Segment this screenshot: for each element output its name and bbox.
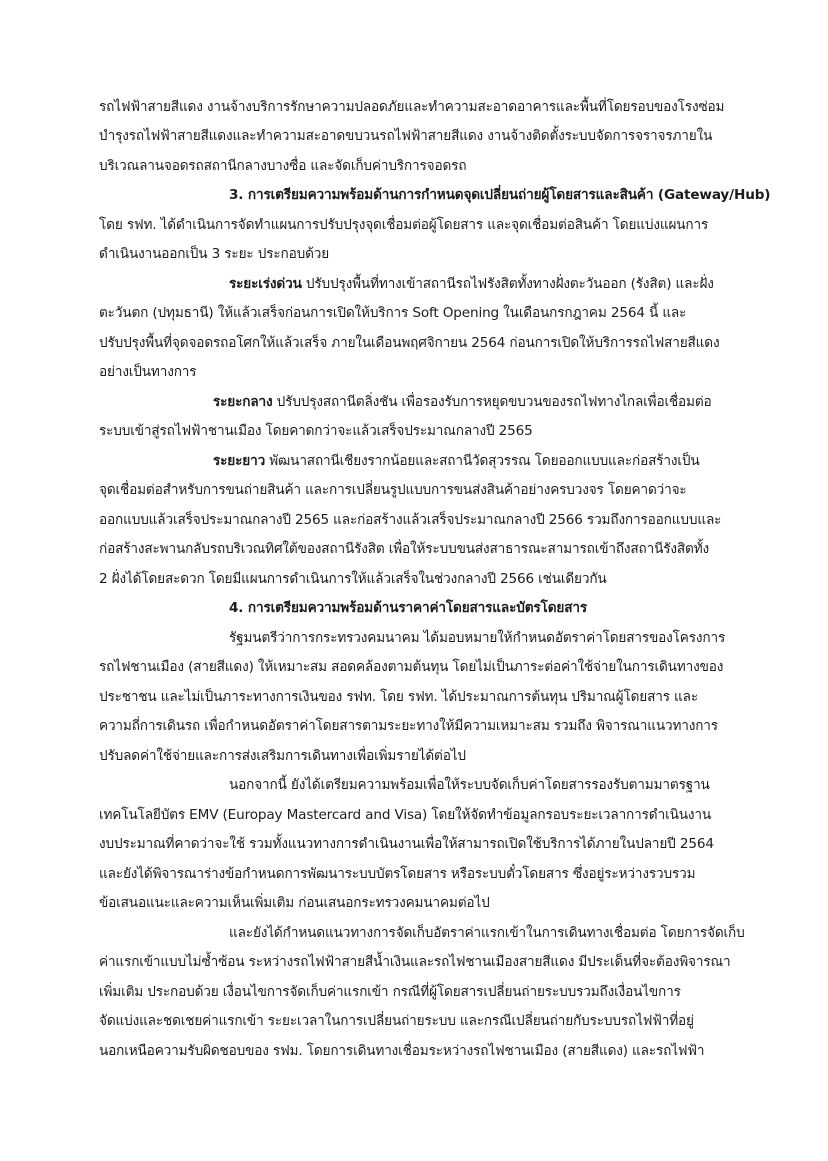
body-text-line: ข้อเสนอแนะและความเห็นเพิ่มเติม ก่อนเสนอกระทรวงคมนาคมต่อไป	[99, 895, 490, 911]
section-heading-4: 4. การเตรียมความพร้อมด้านราคาค่าโดยสารและบัตรโดยสาร	[229, 600, 587, 616]
body-text-line: 2 ฝั่งได้โดยสะดวก โดยมีแผนการดำเนินการให้แล้วเสร็จในช่วงกลางปี 2566 เช่นเดียวกัน	[99, 571, 607, 587]
body-text-line: ตะวันตก (ปทุมธานี) ให้แล้วเสร็จก่อนการเปิดให้บริการ Soft Opening ในเดือนกรกฎาคม 2564 นี้ และ	[99, 305, 687, 321]
body-text-line: ปรับลดค่าใช้จ่ายและการส่งเสริมการเดินทางเพื่อเพิ่มรายได้ต่อไป	[99, 748, 466, 764]
paragraph-urgent-phase	[229, 273, 714, 295]
body-text-line: บำรุงรถไฟฟ้าสายสีแดงและทำความสะอาดขบวนรถไฟฟ้าสายสีแดง งานจ้างติดตั้งระบบจัดการจราจรภายใน	[99, 128, 713, 144]
body-text-line: นอกจากนี้ ยังได้เตรียมความพร้อมเพื่อให้ระบบจัดเก็บค่าโดยสารรองรับตามมาตรฐาน	[229, 777, 710, 793]
body-text-line: ออกแบบแล้วเสร็จประมาณกลางปี 2565 และก่อสร้างแล้วเสร็จประมาณกลางปี 2566 รวมถึงการออกแบบและ	[99, 512, 722, 528]
paragraph-text: ปรับปรุงพื้นที่ทางเข้าสถานีรถไฟรังสิตทั้งทางฝั่งตะวันออก (รังสิต) และฝั่ง	[301, 276, 714, 292]
body-text-line: และยังได้กำหนดแนวทางการจัดเก็บอัตราค่าแรกเข้าในการเดินทางเชื่อมต่อ โดยการจัดเก็บ	[229, 925, 745, 941]
body-text-line: ก่อสร้างสะพานกลับรถบริเวณทิศใต้ของสถานีรังสิต เพื่อให้ระบบขนส่งสาธารณะสามารถเข้าถึงสถานีรังสิตทั้ง	[99, 541, 710, 557]
lead-term-medium: ระยะกลาง	[213, 394, 273, 410]
body-text-line: เพิ่มเติม ประกอบด้วย เงื่อนไขการจัดเก็บค่าแรกเข้า กรณีที่ผู้โดยสารเปลี่ยนถ่ายระบบรวมถึงเงื่อนไขการ	[99, 984, 681, 1000]
lead-term-long: ระยะยาว	[213, 453, 266, 469]
paragraph-text: ปรับปรุงสถานีตลิ่งชัน เพื่อรองรับการหยุดขบวนของรถไฟทางไกลเพื่อเชื่อมต่อ	[272, 394, 712, 410]
body-text-line: บริเวณลานจอดรถสถานีกลางบางซื่อ และจัดเก็บค่าบริการจอดรถ	[99, 158, 467, 174]
body-text-line: เทคโนโลยีบัตร EMV (Europay Mastercard and Visa) โดยให้จัดทำข้อมูลกรอบระยะเวลาการดำเนินงาน	[99, 807, 711, 823]
body-text-line: ประชาชน และไม่เป็นภาระทางการเงินของ รฟท. โดย รฟท. ได้ประมาณการต้นทุน ปริมาณผู้โดยสาร และ	[99, 689, 698, 705]
body-text-line: ปรับปรุงพื้นที่จุดจอดรถอโศกให้แล้วเสร็จ ภายในเดือนพฤศจิกายน 2564 ก่อนการเปิดให้บริการรถไฟสายสีแดง	[99, 335, 720, 351]
body-text-line: รถไฟฟ้าสายสีแดง งานจ้างบริการรักษาความปลอดภัยและทำความสะอาดอาคารและพื้นที่โดยรอบของโรงซ่อม	[99, 99, 725, 115]
body-text-line: อย่างเป็นทางการ	[99, 364, 197, 380]
body-text-line: จุดเชื่อมต่อสำหรับการขนถ่ายสินค้า และการเปลี่ยนรูปแบบการขนส่งสินค้าอย่างครบวงจร โดยคาดว่าจะ	[99, 482, 687, 498]
body-text-line: โดย รฟท. ได้ดำเนินการจัดทำแผนการปรับปรุงจุดเชื่อมต่อผู้โดยสาร และจุดเชื่อมต่อสินค้า โดยแบ่งแผนการ	[99, 217, 709, 233]
body-text-line: ความถี่การเดินรถ เพื่อกำหนดอัตราค่าโดยสารตามระยะทางให้มีความเหมาะสม รวมถึง พิจารณาแนวทางการ	[99, 718, 718, 734]
body-text-line: รัฐมนตรีว่าการกระทรวงคมนาคม ได้มอบหมายให้กำหนดอัตราค่าโดยสารของโครงการ	[229, 630, 726, 646]
paragraph-text: พัฒนาสถานีเชียงรากน้อยและสถานีวัดสุวรรณ โดยออกแบบและก่อสร้างเป็น	[265, 453, 700, 469]
body-text-line: ดำเนินงานออกเป็น 3 ระยะ ประกอบด้วย	[99, 246, 330, 262]
paragraph-medium-phase	[213, 391, 712, 413]
body-text-line: และยังได้พิจารณาร่างข้อกำหนดการพัฒนาระบบบัตรโดยสาร หรือระบบตั๋วโดยสาร ซึ่งอยู่ระหว่างรวบรวม	[99, 866, 696, 882]
body-text-line: ค่าแรกเข้าแบบไม่ซ้ำซ้อน ระหว่างรถไฟฟ้าสายสีน้ำเงินและรถไฟชานเมืองสายสีแดง มีประเด็นที่จะต้องพิจารณา	[99, 954, 731, 970]
lead-term-urgent: ระยะเร่งด่วน	[229, 276, 302, 292]
body-text-line: นอกเหนือความรับผิดชอบของ รฟม. โดยการเดินทางเชื่อมระหว่างรถไฟชานเมือง (สายสีแดง) และรถไฟฟ้า	[99, 1043, 705, 1059]
body-text-line: งบประมาณที่คาดว่าจะใช้ รวมทั้งแนวทางการดำเนินงานเพื่อให้สามารถเปิดใช้บริการได้ภายในปลายปี 2564	[99, 836, 714, 852]
body-text-line: รถไฟชานเมือง (สายสีแดง) ให้เหมาะสม สอดคล้องตามต้นทุน โดยไม่เป็นภาระต่อค่าใช้จ่ายในการเดินทางของ	[99, 659, 724, 675]
paragraph-long-phase	[213, 450, 700, 472]
body-text-line: ระบบเข้าสู่รถไฟฟ้าชานเมือง โดยคาดกว่าจะแล้วเสร็จประมาณกลางปี 2565	[99, 423, 533, 439]
section-heading-3: 3. การเตรียมความพร้อมด้านการกำหนดจุดเปลี่ยนถ่ายผู้โดยสารและสินค้า (Gateway/Hub)	[229, 187, 771, 203]
body-text-line: จัดแบ่งและชดเชยค่าแรกเข้า ระยะเวลาในการเปลี่ยนถ่ายระบบ และกรณีเปลี่ยนถ่ายกับระบบรถไฟฟ้าที่อยู่	[99, 1013, 694, 1029]
